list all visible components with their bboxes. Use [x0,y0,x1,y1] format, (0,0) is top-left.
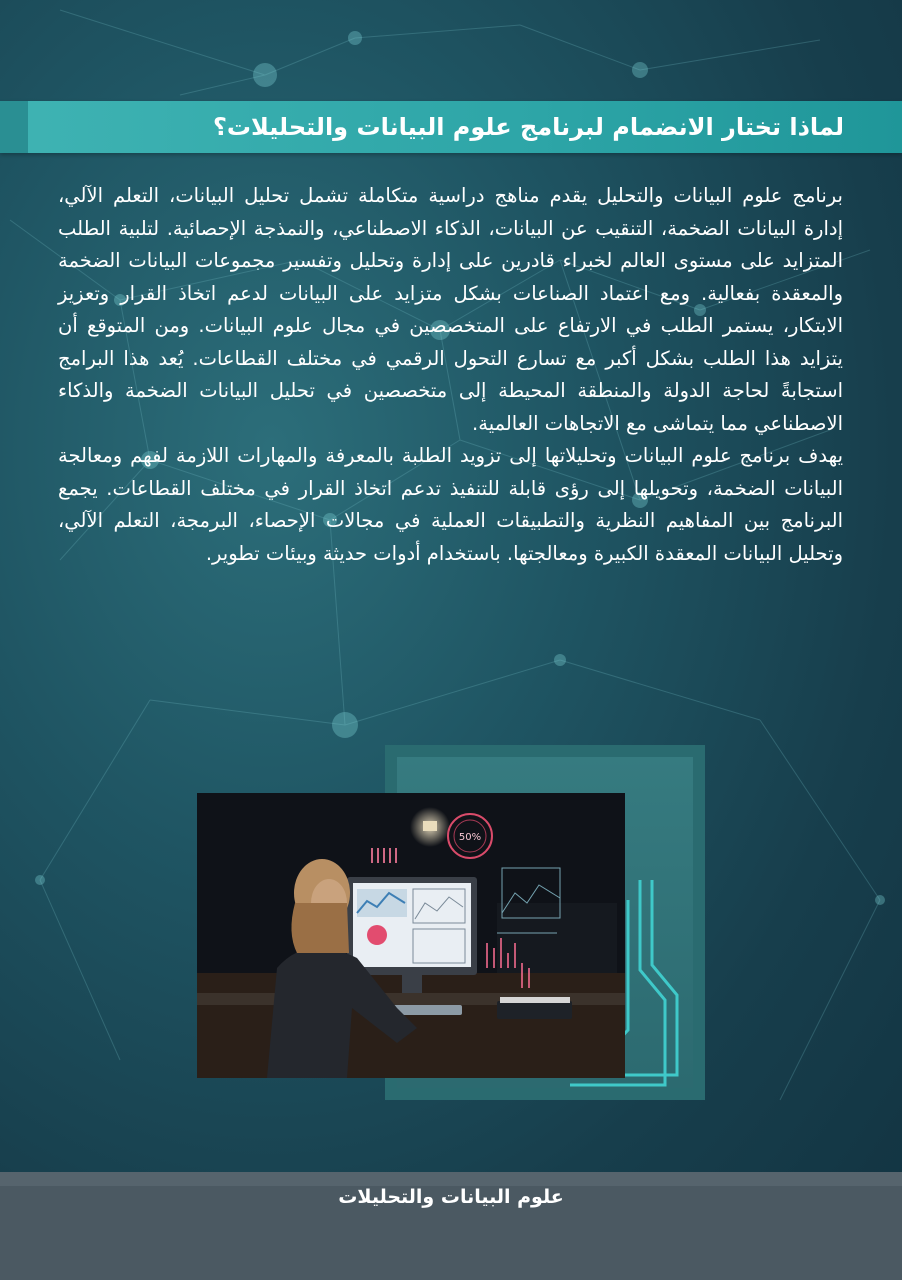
page-title: لماذا تختار الانضمام لبرنامج علوم البيانات والتحليلات؟ [212,113,844,141]
paragraph-intro: برنامج علوم البيانات والتحليل يقدم مناهج دراسية متكاملة تشمل تحليل البيانات، التعلم الآلي، إدارة البيانات الضخمة، التنقيب عن البيانات، الذكاء الاصطناعي، والنمذجة الإحصائية. لتلبية الطلب المتزايد على مستوى العالم لخبراء قادرين على إدارة وتحليل وتفسير مجموعات البيانات الضخمة والمعقدة بفعالية. ومع اعتماد الصناعات بشكل متزايد على البيانات لدعم اتخاذ القرار وتعزيز الابتكار، يستمر الطلب في الارتفاع على المتخصصين في مجال علوم البيانات. ومن المتوقع أن يتزايد هذا الطلب بشكل أكبر مع تسارع التحول الرقمي في مختلف القطاعات. يُعد هذا البرامج استجابةً لحاجة الدولة والمنطقة المحيطة إلى متخصصين في تحليل البيانات الضخمة والذكاء الاصطناعي مما يتماشى مع الاتجاهات العالمية. [58,184,843,435]
paragraph-objective: يهدف برنامج علوم البيانات وتحليلاتها إلى تزويد الطلبة بالمعرفة والمهارات اللازمة لفهم ومعالجة البيانات الضخمة، وتحويلها إلى رؤى قابلة للتنفيذ تدعم اتخاذ القرار في مختلف القطاعات. يجمع البرنامج بين المفاهيم النظرية والتطبيقات العملية في مجالات الإحصاء، البرمجة، التعلم الآلي، وتحليل البيانات المعقدة الكبيرة ومعالجتها. باستخدام أدوات حديثة وبيئات تطوير. [58,444,843,565]
analyst-photo [197,793,625,1078]
title-banner [0,101,902,153]
gauge-label: 50% [458,832,482,843]
body-text [58,180,843,570]
footer-label: علوم البيانات والتحليلات [338,1186,564,1208]
